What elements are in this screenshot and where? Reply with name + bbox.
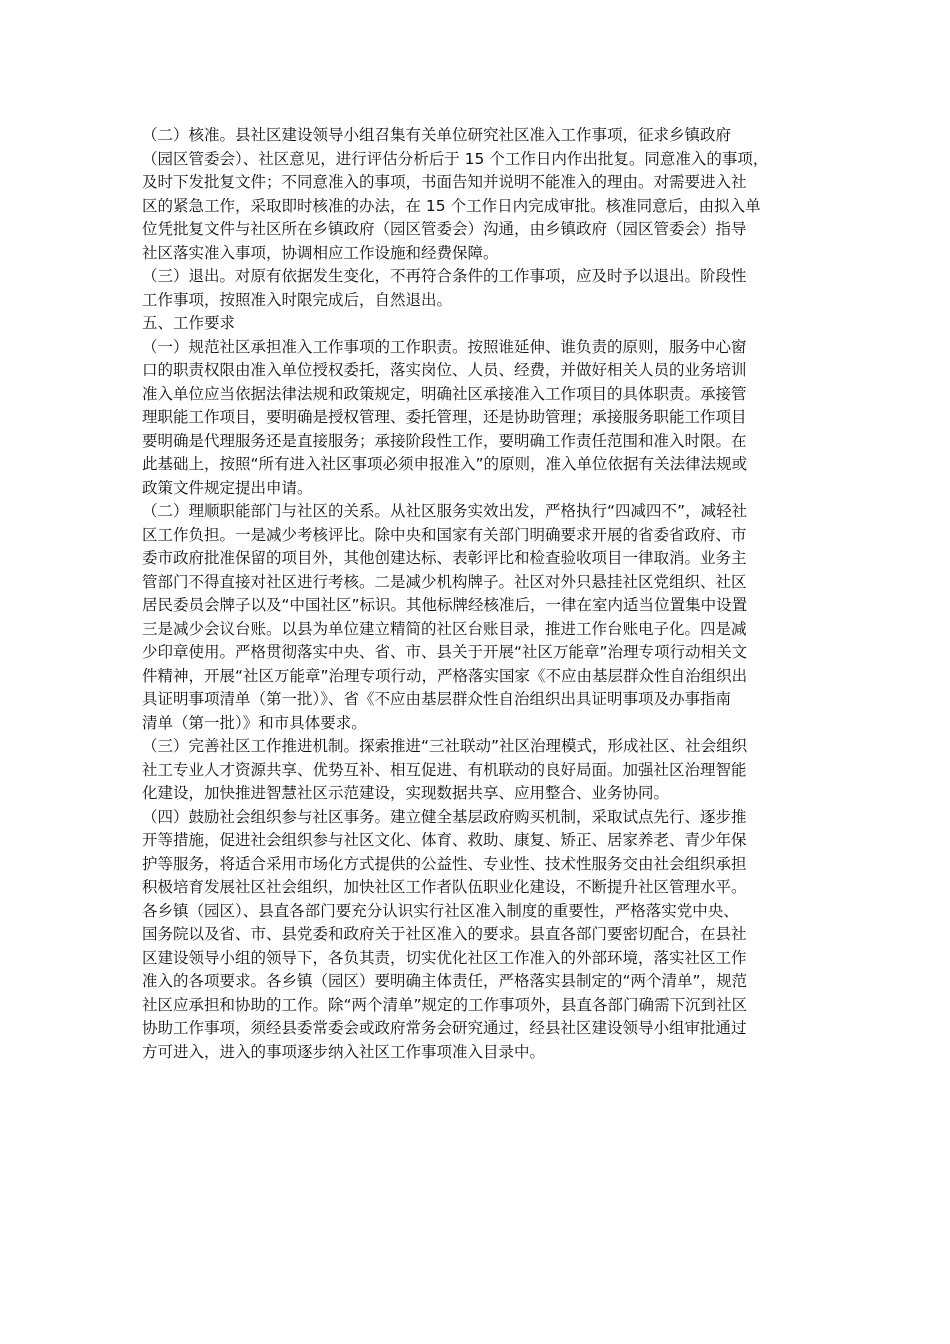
text-line: （四）鼓励社会组织参与社区事务。建立健全基层政府购买机制，采取试点先行、逐步推 xyxy=(142,807,747,826)
text-line: 开等措施，促进社会组织参与社区文化、体育、救助、康复、矫正、居家养老、青少年保 xyxy=(142,831,747,849)
text-line: 工作事项，按照准入时限完成后，自然退出。 xyxy=(142,290,453,309)
text-line: 准入单位应当依据法律法规和政策规定，明确社区承接准入工作项目的具体职责。承接管 xyxy=(142,384,747,403)
text-line: 社区应承担和协助的工作。除“两个清单”规定的工作事项外，县直各部门确需下沉到社区 xyxy=(142,995,748,1014)
text-line: 各乡镇（园区）、县直各部门要充分认识实行社区准入制度的重要性，严格落实党中央、 xyxy=(142,901,739,920)
text-line: 国务院以及省、市、县党委和政府关于社区准入的要求。县直各部门要密切配合，在县社 xyxy=(142,925,747,943)
text-line: 及时下发批复文件；不同意准入的事项，书面告知并说明不能准入的理由。对需要进入社 xyxy=(142,173,747,191)
text-line: 具证明事项清单（第一批）》、省《不应由基层群众性自治组织出具证明事项及办事指南 xyxy=(142,690,732,708)
text-line: 此基础上，按照“所有进入社区事项必须申报准入”的原则，准入单位依据有关法律法规或 xyxy=(142,455,748,473)
text-line: 方可进入，进入的事项逐步纳入社区工作事项准入目录中。 xyxy=(142,1042,546,1061)
text-line: 居民委员会牌子以及“中国社区”标识。其他标牌经核准后，一律在室内适当位置集中设置 xyxy=(142,596,748,614)
text-line: （一）规范社区承担准入工作事项的工作职责。按照谁延伸、谁负责的原则，服务中心窗 xyxy=(142,337,747,356)
text-line: 区工作负担。一是减少考核评比。除中央和国家有关部门明确要求开展的省委省政府、市 xyxy=(142,525,747,544)
text-line: （三）完善社区工作推进机制。探索推进“三社联动”社区治理模式，形成社区、社会组织 xyxy=(142,737,748,755)
text-line: 准入的各项要求。各乡镇（园区）要明确主体责任，严格落实县制定的“两个清单”，规范 xyxy=(142,972,748,990)
text-line: 件精神，开展“社区万能章”治理专项行动，严格落实国家《不应由基层群众性自治组织出 xyxy=(142,666,748,685)
document-body xyxy=(142,124,830,1064)
text-line: （二）理顺职能部门与社区的关系。从社区服务实效出发，严格执行“四减四不”，减轻社 xyxy=(142,502,748,520)
text-line: 政策文件规定提出申请。 xyxy=(142,478,313,497)
text-line: 协助工作事项，须经县委常委会或政府常务会研究通过，经县社区建设领导小组审批通过 xyxy=(142,1019,747,1037)
text-line: 委市政府批准保留的项目外，其他创建达标、表彰评比和检查验收项目一律取消。业务主 xyxy=(142,549,747,567)
text-line: 管部门不得直接对社区进行考核。二是减少机构牌子。社区对外只悬挂社区党组织、社区 xyxy=(142,572,747,591)
text-line: 化建设，加快推进智慧社区示范建设，实现数据共享、应用整合、业务协同。 xyxy=(142,784,670,802)
text-line: 区的紧急工作，采取即时核准的办法，在 15 个工作日内完成审批。核准同意后，由拟入单 xyxy=(142,196,761,215)
text-line: 积极培育发展社区社会组织，加快社区工作者队伍职业化建设，不断提升社区管理水平。 xyxy=(142,878,747,896)
text-line: （二）核准。县社区建设领导小组召集有关单位研究社区准入工作事项，征求乡镇政府 xyxy=(142,126,732,144)
text-line: 位凭批复文件与社区所在乡镇政府（园区管委会）沟通，由乡镇政府（园区管委会）指导 xyxy=(142,220,747,238)
text-line: 理职能工作项目，要明确是授权管理、委托管理，还是协助管理；承接服务职能工作项目 xyxy=(142,408,747,426)
section-heading: 五、工作要求 xyxy=(142,314,236,332)
text-line: （三）退出。对原有依据发生变化，不再符合条件的工作事项，应及时予以退出。阶段性 xyxy=(142,267,747,285)
text-line: 清单（第一批）》和市具体要求。 xyxy=(142,713,367,732)
text-line: 社区落实准入事项，协调相应工作设施和经费保障。 xyxy=(142,243,499,262)
text-line: （园区管委会）、社区意见，进行评估分析后于 15 个工作日内作出批复。同意准入的事项， xyxy=(142,149,769,168)
text-line: 要明确是代理服务还是直接服务；承接阶段性工作，要明确工作责任范围和准入时限。在 xyxy=(142,431,747,450)
text-line: 护等服务，将适合采用市场化方式提供的公益性、专业性、技术性服务交由社会组织承担 xyxy=(142,854,747,873)
text-line: 口的职责权限由准入单位授权委托，落实岗位、人员、经费，并做好相关人员的业务培训 xyxy=(142,361,747,379)
text-line: 社工专业人才资源共享、优势互补、相互促进、有机联动的良好局面。加强社区治理智能 xyxy=(142,760,747,779)
text-line: 少印章使用。严格贯彻落实中央、省、市、县关于开展“社区万能章”治理专项行动相关文 xyxy=(142,643,748,661)
text-line: 区建设领导小组的领导下，各负其责，切实优化社区工作准入的外部环境，落实社区工作 xyxy=(142,948,747,967)
text-line: 三是减少会议台账。以县为单位建立精简的社区台账目录，推进工作台账电子化。四是减 xyxy=(142,619,747,638)
